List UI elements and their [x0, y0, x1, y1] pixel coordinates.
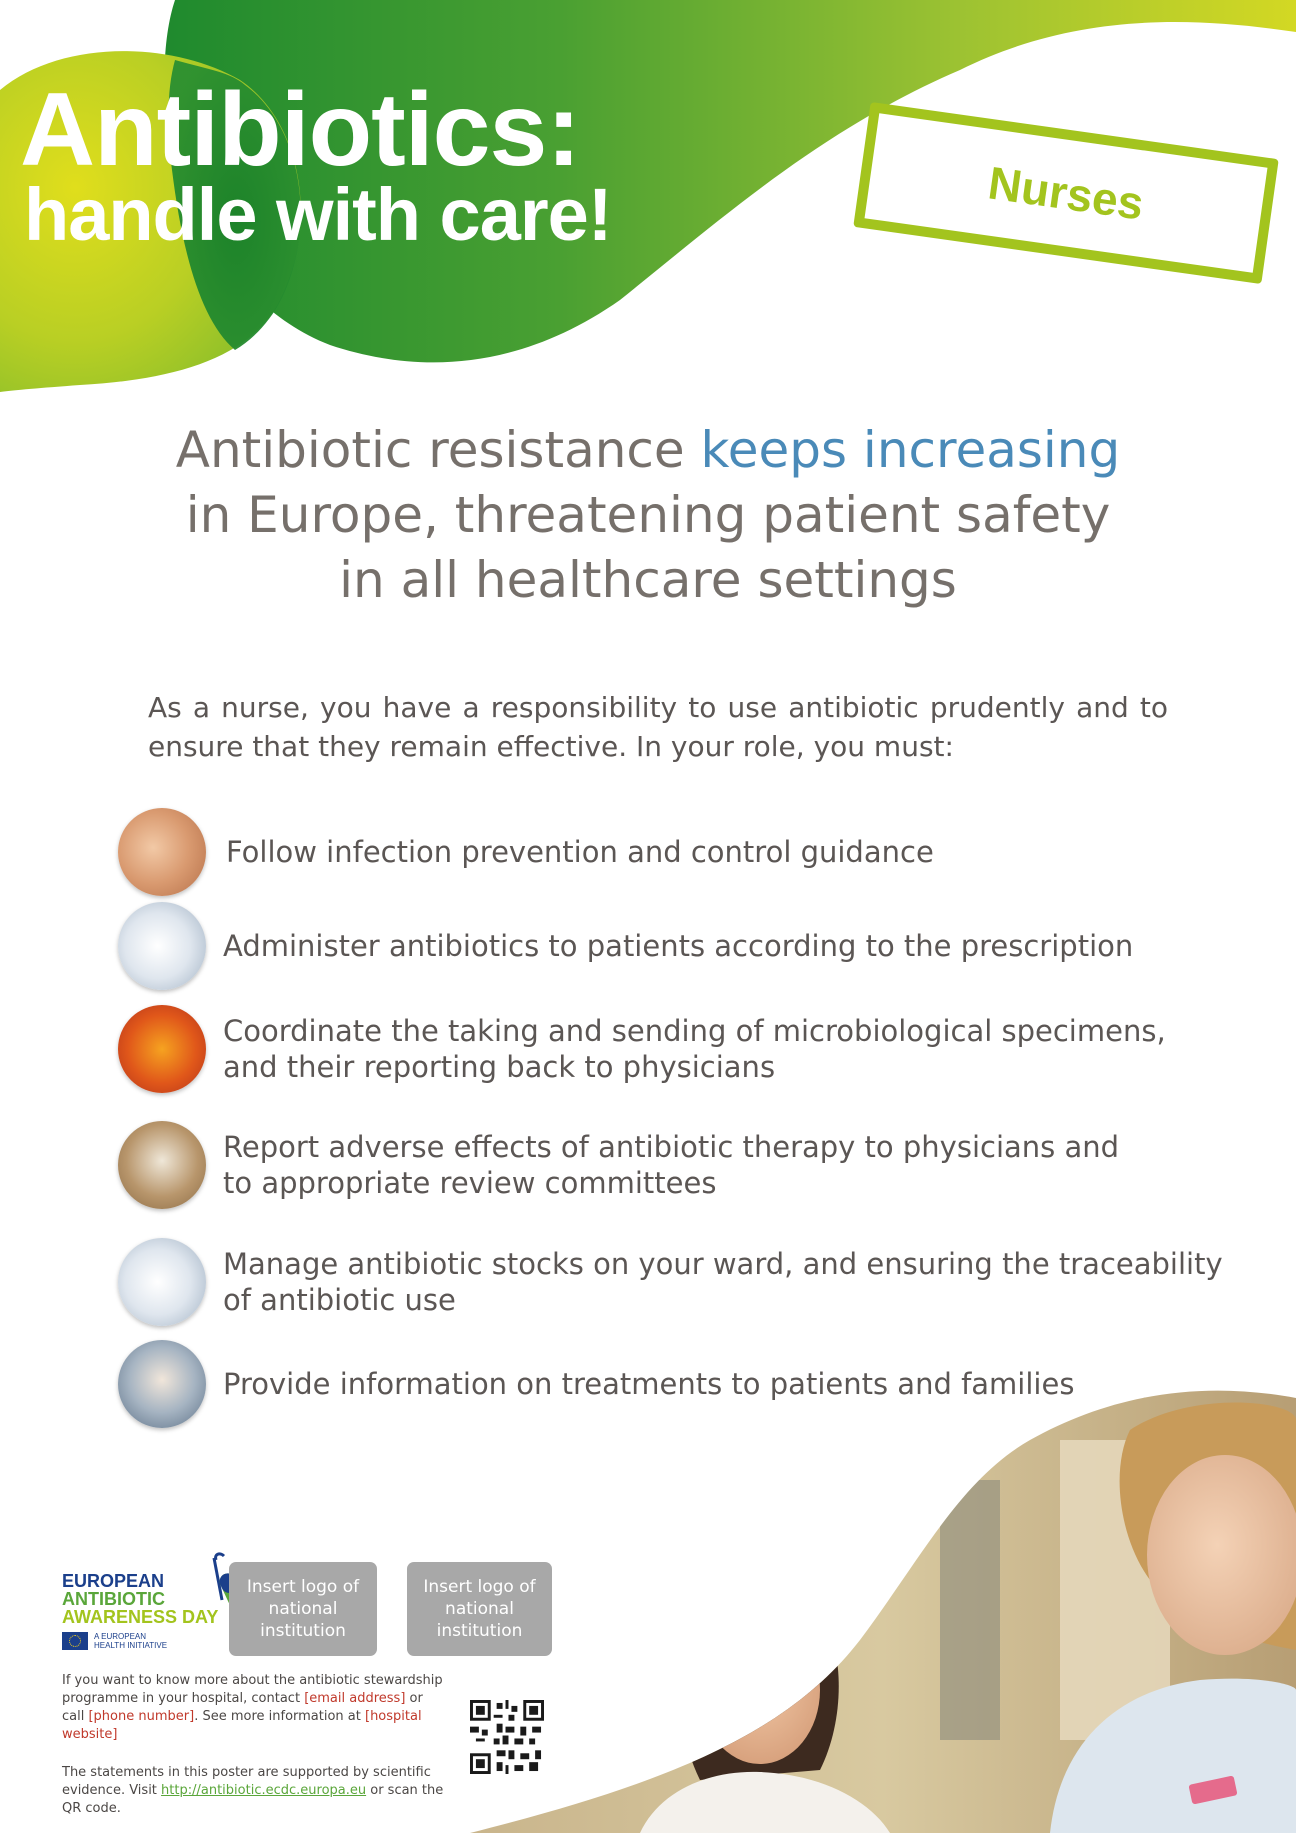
footer-text: or call [62, 1691, 423, 1724]
list-item [118, 806, 1258, 896]
email-placeholder: [email address] [304, 1691, 406, 1706]
main-title-line1: Antibiotics: [20, 72, 580, 188]
eaad-line2: ANTIBIOTIC [62, 1589, 165, 1609]
national-logo-placeholder-1 [229, 1562, 377, 1656]
item-text-line2: to appropriate review committees [223, 1166, 717, 1200]
list-item [118, 1236, 1258, 1326]
website-placeholder: [hospital website] [62, 1709, 422, 1742]
footer-text: . See more information at [194, 1709, 365, 1724]
headline-highlight: keeps increasing [700, 421, 1121, 479]
clipboard-icon [118, 1238, 206, 1326]
footer-evidence-paragraph [62, 1764, 448, 1818]
hand-washing-icon [118, 808, 206, 896]
item-text-line1: Coordinate the taking and sending of microbiological specimens, [223, 1014, 1166, 1048]
footer-text: The statements in this poster are supported by scientific evidence. Visit [62, 1765, 431, 1798]
item-text-line2: and their reporting back to physicians [223, 1050, 776, 1084]
logo-placeholder-text: Insert logo of national institution [246, 1577, 360, 1641]
list-item [118, 1003, 1258, 1093]
list-item [118, 1119, 1258, 1209]
list-item [118, 900, 1258, 990]
eaad-sub1: A EUROPEAN [94, 1632, 147, 1641]
eaad-line1: EUROPEAN [62, 1571, 165, 1591]
eaad-line3: AWARENESS DAY [62, 1607, 219, 1627]
eaad-sub2: HEALTH INITIATIVE [94, 1641, 168, 1650]
clipboard-icon [118, 902, 206, 990]
consultation-icon [118, 1340, 206, 1428]
petri-dish-icon [118, 1005, 206, 1093]
footer-text: or scan the QR code. [62, 1783, 444, 1816]
item-text [223, 1129, 1119, 1201]
national-logo-placeholder-2 [407, 1562, 552, 1656]
headline-part1: Antibiotic resistance [175, 421, 701, 479]
qr-code-icon [470, 1700, 544, 1774]
main-title-line2: handle with care! [24, 173, 612, 256]
item-text-line1: Manage antibiotic stocks on your ward, and ensuring the traceability [223, 1247, 1223, 1281]
phone-placeholder: [phone number] [88, 1709, 195, 1724]
item-text-line2: of antibiotic use [223, 1283, 456, 1317]
logo-placeholder-text: Insert logo of national institution [423, 1577, 536, 1641]
eaad-logo [62, 1550, 222, 1660]
item-text [223, 1246, 1223, 1318]
item-text-line1: Administer antibiotics to patients according to the prescription [223, 929, 1134, 963]
item-text-line1: Follow infection prevention and control guidance [226, 835, 934, 869]
list-item [118, 1338, 1258, 1428]
eu-flag-icon [62, 1632, 88, 1650]
item-text [223, 1013, 1166, 1085]
ecdc-link[interactable]: http://antibiotic.ecdc.europa.eu [161, 1783, 367, 1798]
intro-paragraph: As a nurse, you have a responsibility to use antibiotic prudently and to ensure that they remain effective. In your role, you must: [148, 691, 1168, 763]
footer-text: If you want to know more about the antibiotic stewardship programme in your hospital, contact [62, 1673, 443, 1706]
headline-line2: in Europe, threatening patient safety [185, 486, 1111, 544]
footer-contact-paragraph [62, 1672, 448, 1744]
iv-drip-icon [118, 1121, 206, 1209]
stamp-label: Nurses [985, 156, 1147, 230]
item-text-line1: Provide information on treatments to patients and families [223, 1367, 1075, 1401]
item-text-line1: Report adverse effects of antibiotic therapy to physicians and [223, 1130, 1120, 1164]
headline-line3: in all healthcare settings [339, 551, 957, 609]
